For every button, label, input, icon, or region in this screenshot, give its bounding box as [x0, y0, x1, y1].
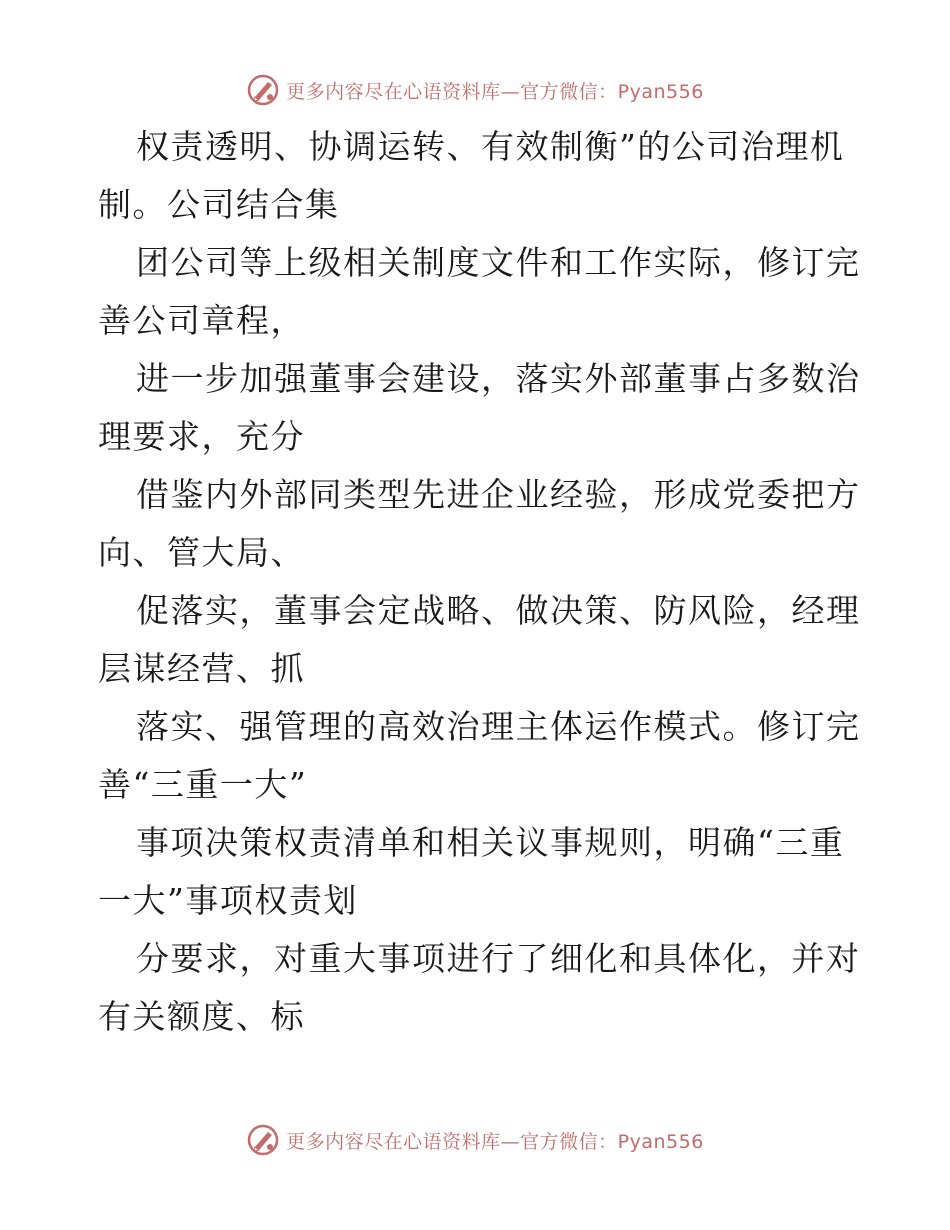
paragraph-line: 善“三重一大”: [98, 765, 308, 804]
pen-seal-logo-icon: [246, 1123, 280, 1157]
paragraph-line: 落实、强管理的高效治理主体运作模式。修订完: [136, 707, 861, 746]
pen-seal-logo-icon: [246, 73, 280, 107]
header-watermark: [0, 70, 950, 110]
watermark-text: 更多内容尽在心语资料库—官方微信：Pyan556: [286, 80, 704, 103]
paragraph-line: 权责透明、协调运转、有效制衡”的公司治理机: [136, 127, 845, 166]
paragraph: [98, 930, 861, 1046]
paragraph: [98, 234, 861, 350]
paragraph: [98, 814, 858, 930]
paragraph: [98, 582, 861, 698]
paragraph-line: 善公司章程，: [98, 301, 305, 340]
document-body: [98, 118, 861, 1046]
paragraph-line: 有关额度、标: [98, 997, 305, 1036]
paragraph-line: 向、管大局、: [98, 533, 305, 572]
paragraph-line: 制。公司结合集: [98, 185, 340, 224]
paragraph: [98, 466, 861, 582]
paragraph: [98, 698, 861, 814]
paragraph-line: 促落实，董事会定战略、做决策、防风险，经理: [136, 591, 861, 630]
paragraph: [98, 118, 858, 234]
paragraph-line: 借鉴内外部同类型先进企业经验，形成党委把方: [136, 475, 861, 514]
footer-watermark: [0, 1120, 950, 1160]
paragraph-line: 进一步加强董事会建设，落实外部董事占多数治: [136, 359, 861, 398]
paragraph-line: 团公司等上级相关制度文件和工作实际，修订完: [136, 243, 861, 282]
paragraph: [98, 350, 861, 466]
paragraph-line: 一大”事项权责划: [98, 881, 358, 920]
paragraph-line: 理要求，充分: [98, 417, 305, 456]
paragraph-line: 事项决策权责清单和相关议事规则，明确“三重: [136, 823, 845, 862]
paragraph-line: 层谋经营、抓: [98, 649, 305, 688]
paragraph-line: 分要求，对重大事项进行了细化和具体化，并对: [136, 939, 861, 978]
watermark-text: 更多内容尽在心语资料库—官方微信：Pyan556: [286, 1130, 704, 1153]
